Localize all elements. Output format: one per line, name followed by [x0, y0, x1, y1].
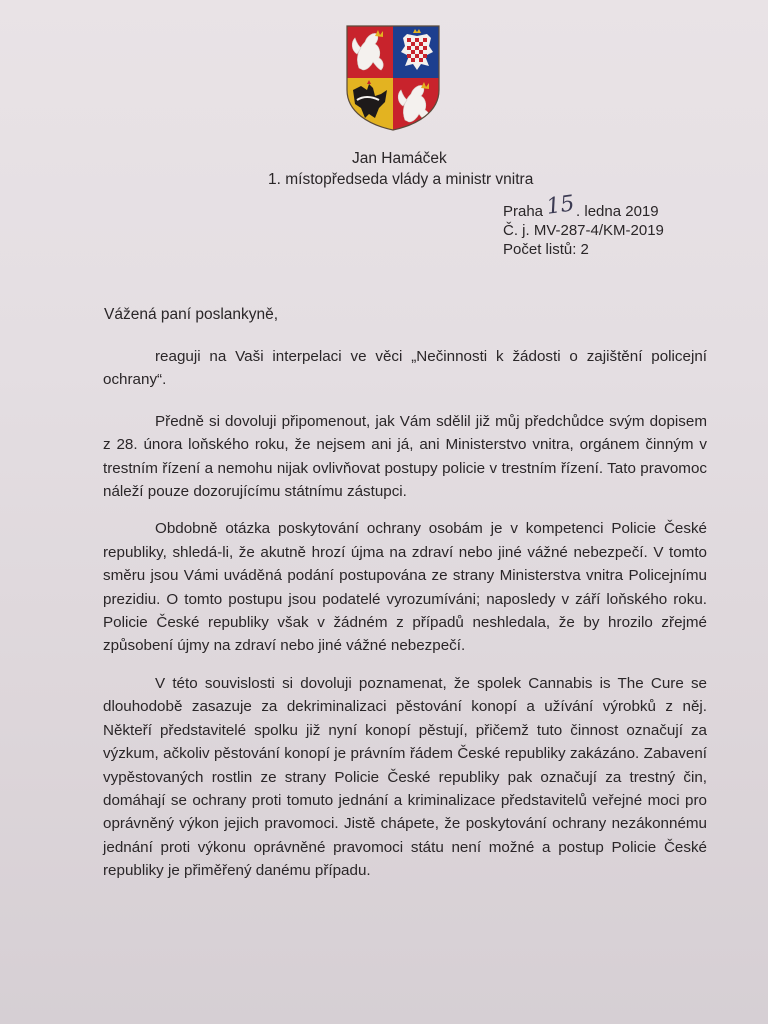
place: Praha: [503, 203, 544, 220]
salutation: Vážená paní poslankyně,: [104, 306, 279, 323]
sheet-count: Počet listů: 2: [503, 241, 589, 258]
paragraph-1: reaguji na Vaši interpelaci ve věci „Nečinnosti k žádosti o zajištění policejní ochrany“.: [103, 348, 707, 389]
letter-meta: [503, 191, 664, 259]
date-line: [503, 191, 664, 221]
paragraph-4: V této souvislosti si dovoluji poznamenat, že spolek Cannabis is The Cure se dlouhodobě zasazuje za dekriminalizaci pěstování konopí a užívání výrobků z něj. Někteří představitelé spolku již nyní konopí pěstují, přičemž tuto činnost označují za výzkum, ačkoliv pěstování konopí je právním řádem České republiky zakázáno. Zabavení vypěstovaných rostlin ze strany Policie České republiky pak označují za trestný čin, domáhají se ochrany proti tomuto jednání a kriminalizace představitelů veřejné moci pro oprávněný výkon jejich pravomoci. Jistě chápete, že poskytování ochrany nezákonnému jednání proti výkonu oprávněné pravomoci státu není možné a postup Policie České republiky je přiměřený danému případu.: [103, 674, 707, 880]
sender-name: Jan Hamáček: [352, 150, 447, 167]
paragraph-3: Obdobně otázka poskytování ochrany osobám je v kompetenci Policie České republiky, shledá-li, že akutně hrozí újma na zdraví nebo jiné vážné nebezpečí. V tomto směru jsou Vámi uváděná podání postupována ze strany Ministerstva vnitra Policejnímu prezidiu. O tomto postupu jsou podatelé vyrozumíváni; naposledy v září loňského roku. Policie České republiky však v žádném z případů neshledala, že by hrozilo zřejmé způsobení újmy na zdraví nebo jiné vážné nebezpečí.: [103, 520, 707, 655]
handwritten-day: 15: [544, 191, 577, 220]
date-rest: . ledna 2019: [576, 203, 659, 220]
sender-role: 1. místopředseda vlády a ministr vnitra: [268, 171, 534, 188]
letter-body: [103, 345, 707, 897]
czech-coat-of-arms-icon: [345, 24, 441, 132]
paragraph-2: Předně si dovoluji připomenout, jak Vám sdělil již můj předchůdce svým dopisem z 28. února loňského roku, že nejsem ani já, ani Ministerstvo vnitra, orgánem činným v trestním řízení a nemohu nijak ovlivňovat postupy policie v trestním řízení. Tato pravomoc náleží pouze dozorujícímu státnímu zástupci.: [103, 412, 707, 501]
reference-number: Č. j. MV-287-4/KM-2019: [503, 222, 664, 239]
